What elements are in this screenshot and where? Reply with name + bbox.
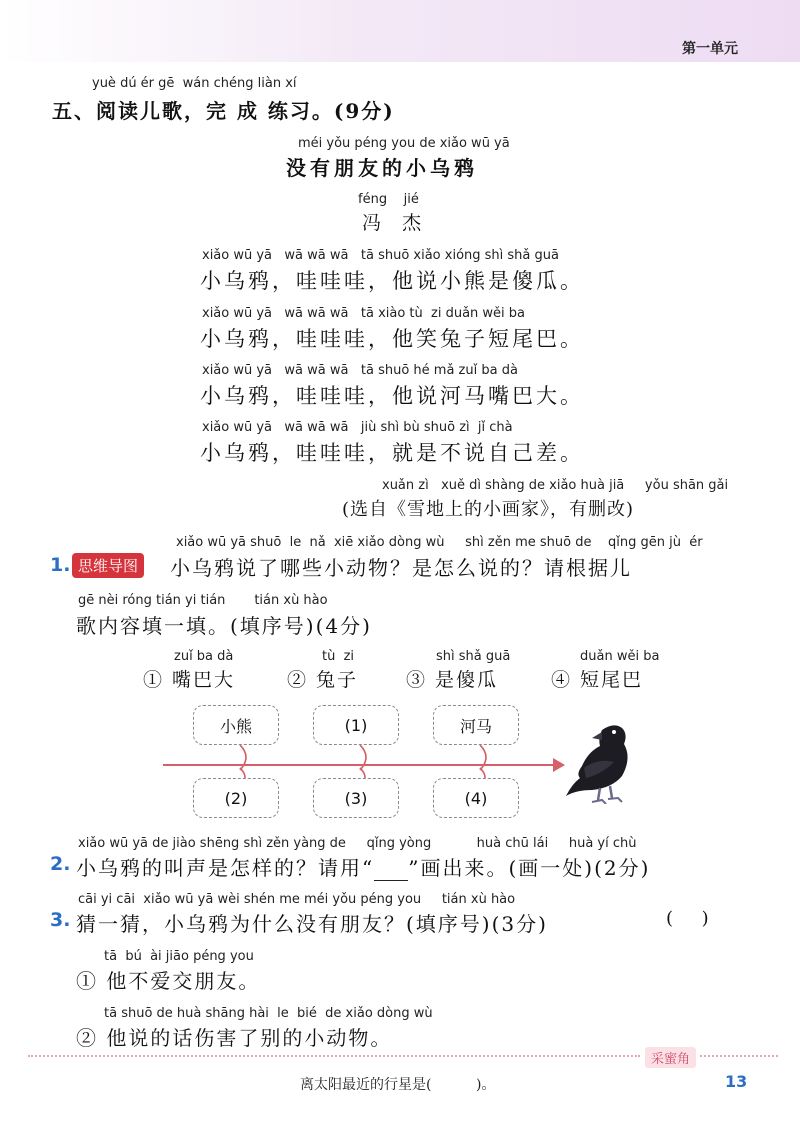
poem-line-pinyin: xiǎo wū yā wā wā wā tā shuō xiǎo xióng shì shǎ guā — [202, 248, 559, 263]
poem-title: 没有朋友的小乌鸦 — [286, 156, 478, 180]
section-title: 五、阅读儿歌，完 成 练习。(9分) — [52, 99, 395, 123]
footer-divider — [700, 1055, 778, 1057]
mindmap-box: 小熊 — [193, 705, 279, 745]
unit-label: 第一单元 — [682, 41, 738, 57]
q2-text — [76, 852, 650, 881]
q3-choice-pinyin: tā shuō de huà shāng hài le bié de xiǎo dòng wù — [104, 1006, 433, 1021]
poem-source: (选自《雪地上的小画家》，有删改) — [342, 499, 635, 520]
q1-pinyin-line2: gē nèi róng tián yi tián tián xù hào — [78, 593, 328, 608]
mindmap-box[interactable]: (1) — [313, 705, 399, 745]
q3-choice: ② 他说的话伤害了别的小动物。 — [76, 1026, 393, 1050]
q1-option: ① 嘴巴大 — [143, 669, 236, 691]
q3-choice-pinyin: tā bú ài jiāo péng you — [104, 949, 254, 964]
q1-option: ② 兔子 — [287, 669, 359, 691]
q3-pinyin: cāi yi cāi xiǎo wū yā wèi shén me méi yǒu péng you tián xù hào — [78, 892, 516, 907]
q1-option: ④ 短尾巴 — [551, 669, 644, 691]
poem-line: 小乌鸦，哇哇哇，就是不说自己差。 — [200, 441, 584, 465]
poem-line: 小乌鸦，哇哇哇，他说河马嘴巴大。 — [200, 384, 584, 408]
poem-line: 小乌鸦，哇哇哇，他笑兔子短尾巴。 — [200, 327, 584, 351]
mindmap-spine — [163, 764, 558, 766]
poem-author: 冯 杰 — [362, 212, 425, 234]
footer-tag: 采蜜角 — [645, 1047, 696, 1068]
q2-number: 2. — [50, 853, 71, 875]
footer-trivia: 离太阳最近的行星是( )。 — [300, 1077, 496, 1093]
q1-option-pinyin: zuǐ ba dà — [174, 649, 234, 664]
poem-line-pinyin: xiǎo wū yā wā wā wā tā shuō hé mǎ zuǐ ba dà — [202, 363, 518, 378]
q3-choice: ① 他不爱交朋友。 — [76, 969, 261, 993]
q2-text-after: ”画出来。(画一处)(2分) — [408, 856, 651, 880]
poem-line-pinyin: xiǎo wū yā wā wā wā tā xiào tù zi duǎn wěi ba — [202, 306, 526, 321]
mindmap-box[interactable]: (3) — [313, 778, 399, 818]
poem-source-pinyin: xuǎn zì xuě dì shàng de xiǎo huà jiā yǒu shān gǎi — [382, 478, 729, 493]
q2-pinyin: xiǎo wū yā de jiào shēng shì zěn yàng de qǐng yòng huà chū lái huà yí chù — [78, 836, 637, 851]
q1-option: ③ 是傻瓜 — [406, 669, 499, 691]
q3-text: 猜一猜，小乌鸦为什么没有朋友？(填序号)(3分) — [76, 912, 548, 936]
q1-text-line2: 歌内容填一填。(填序号)(4分) — [76, 614, 372, 638]
poem-title-pinyin: méi yǒu péng you de xiǎo wū yā — [298, 136, 510, 151]
mindmap-tag: 思维导图 — [72, 553, 144, 578]
footer-divider — [28, 1055, 640, 1057]
underline-sample — [374, 863, 408, 881]
q1-pinyin-line1: xiǎo wū yā shuō le nǎ xiē xiǎo dòng wù shì zěn me shuō de qǐng gēn jù ér — [176, 535, 703, 550]
poem-author-pinyin: féng jié — [358, 192, 419, 207]
poem-line: 小乌鸦，哇哇哇，他说小熊是傻瓜。 — [200, 269, 584, 293]
q1-option-pinyin: shì shǎ guā — [436, 649, 511, 664]
q1-option-pinyin: duǎn wěi ba — [580, 649, 660, 664]
mindmap-box[interactable]: (2) — [193, 778, 279, 818]
q1-option-pinyin: tù zi — [322, 649, 355, 664]
poem-line-pinyin: xiǎo wū yā wā wā wā jiù shì bù shuō zì jǐ chà — [202, 420, 513, 435]
page-number: 13 — [725, 1072, 748, 1091]
q1-text-line1: 小乌鸦说了哪些小动物？是怎么说的？请根据儿 — [170, 556, 632, 580]
q3-answer-blank[interactable]: ( ) — [666, 908, 709, 929]
q3-number: 3. — [50, 909, 71, 931]
q1-number: 1. — [50, 554, 71, 576]
mindmap-box: 河马 — [433, 705, 519, 745]
q2-text-before: 小乌鸦的叫声是怎样的？请用“ — [76, 856, 375, 880]
mindmap-box[interactable]: (4) — [433, 778, 519, 818]
crow-illustration — [562, 718, 642, 804]
section-pinyin: yuè dú ér gē wán chéng liàn xí — [92, 76, 297, 91]
